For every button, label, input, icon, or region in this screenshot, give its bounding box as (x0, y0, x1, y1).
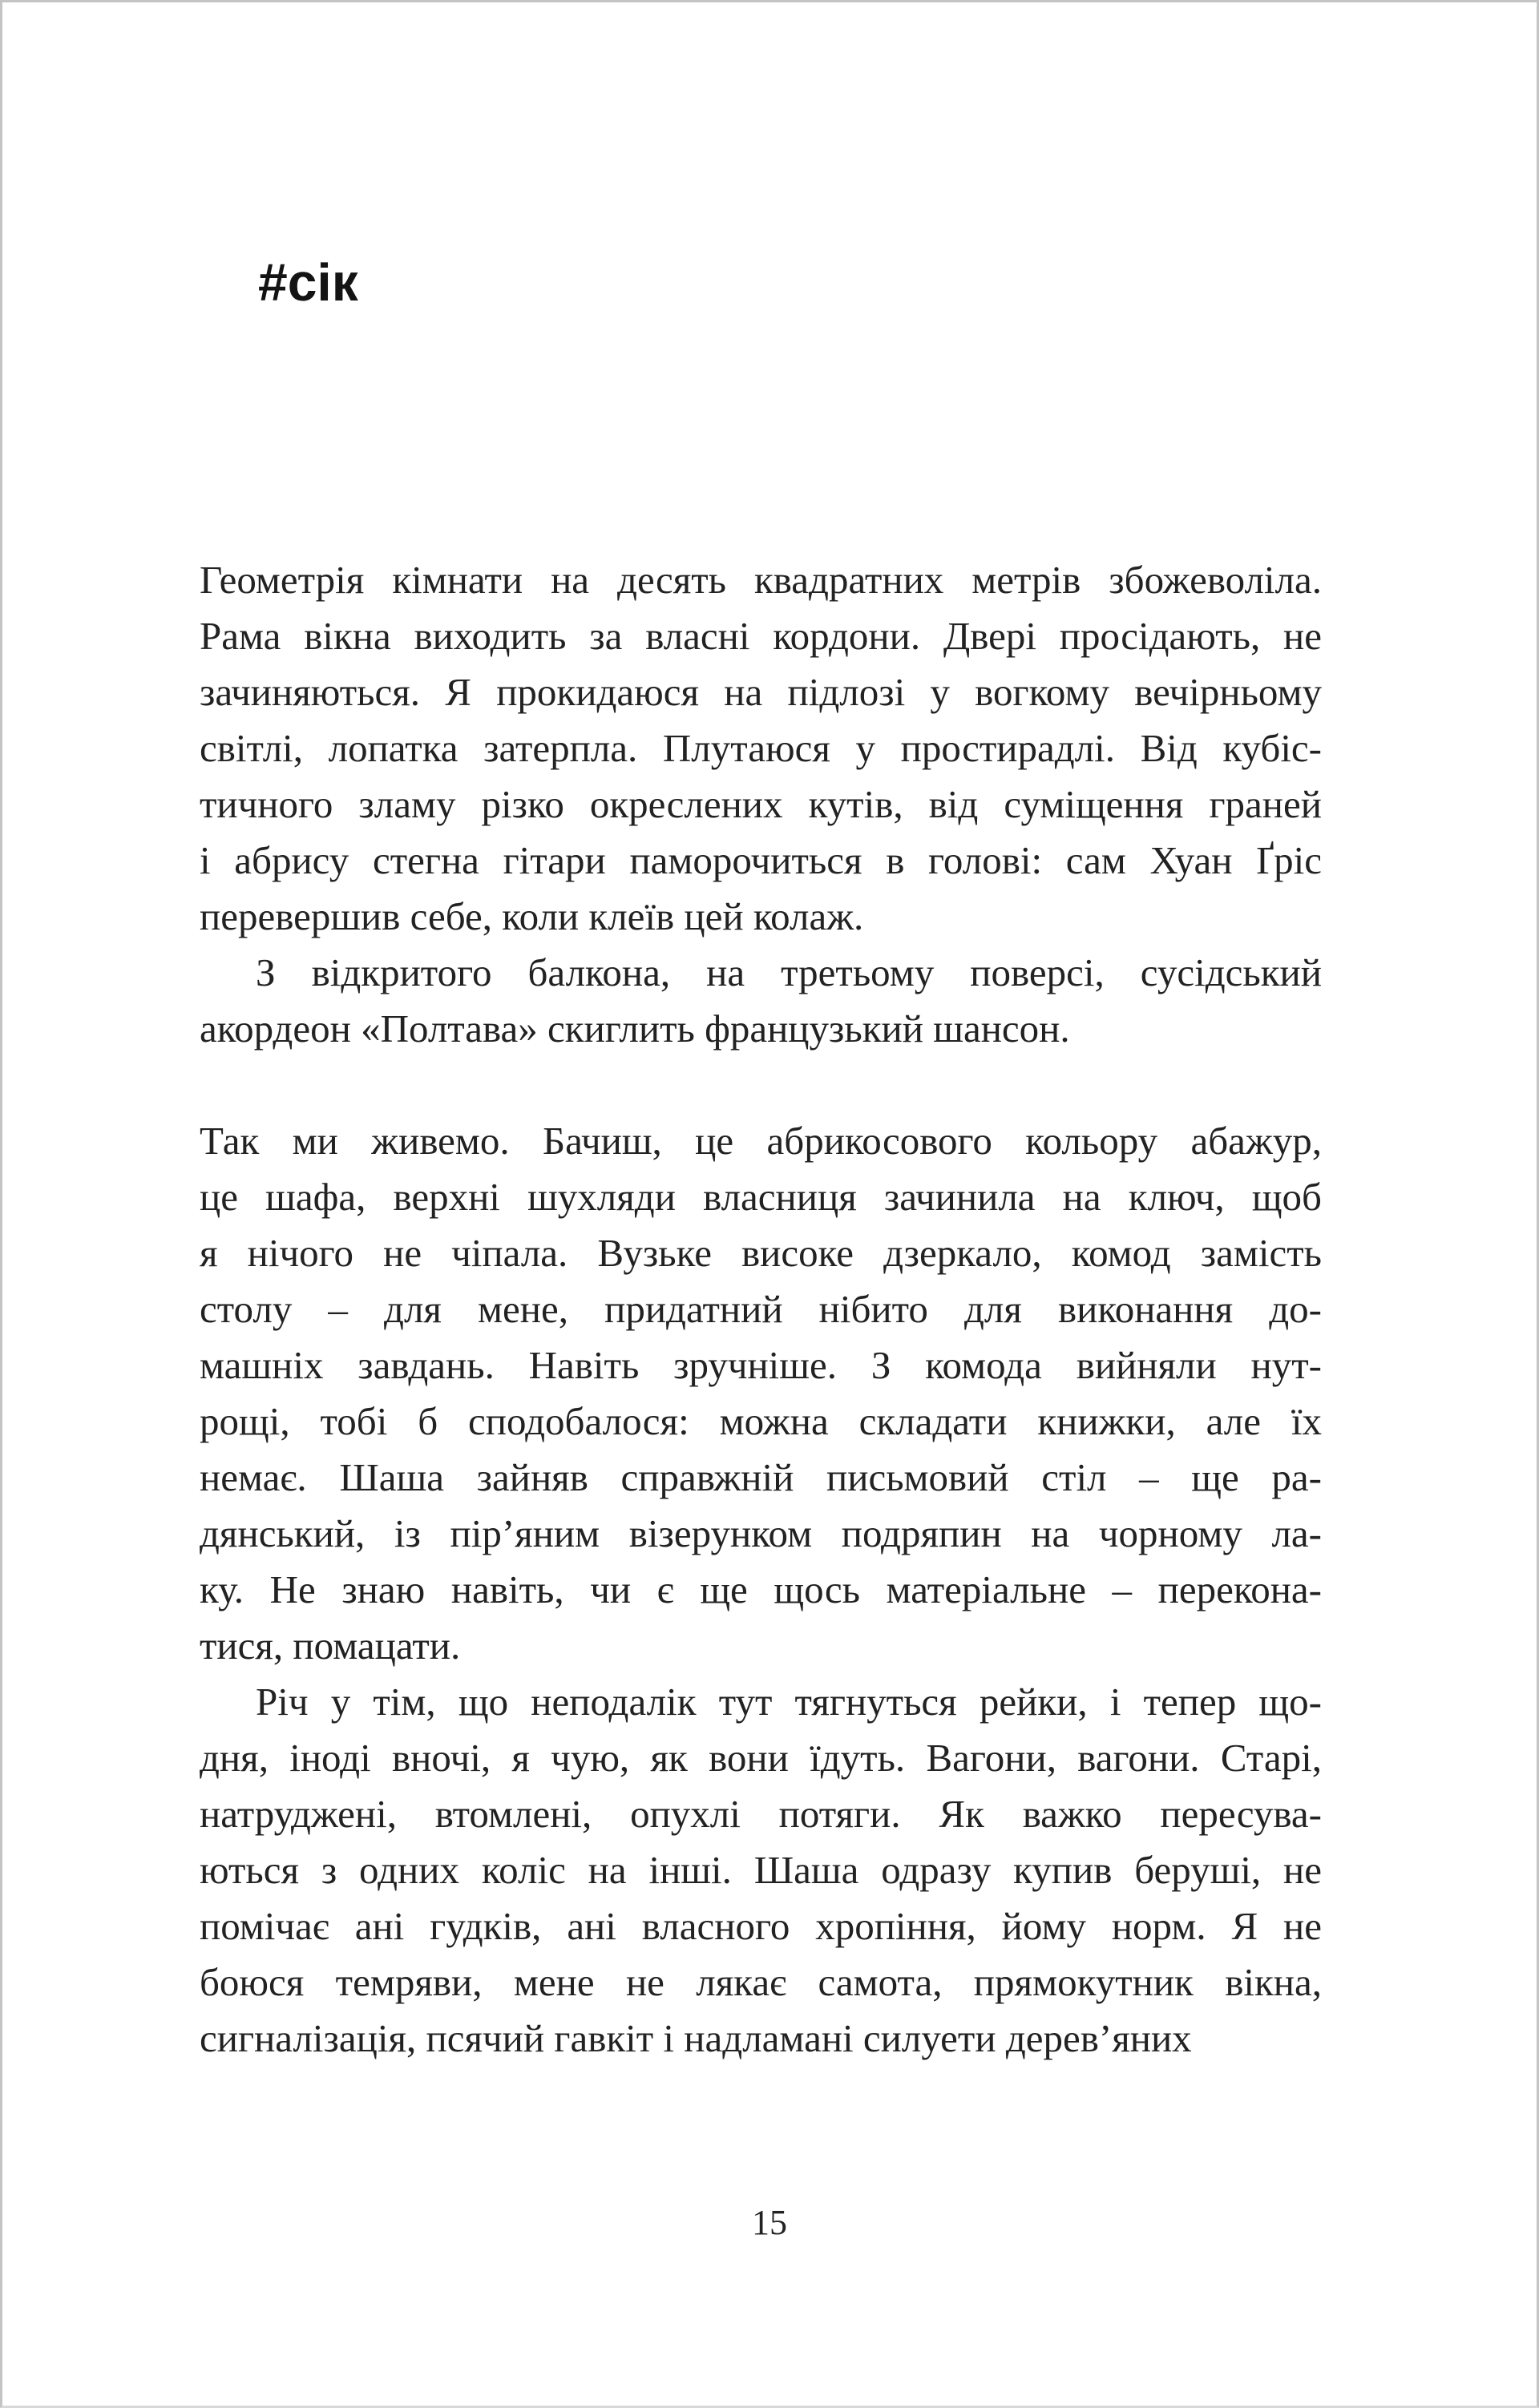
chapter-title: #сік (258, 252, 358, 312)
paragraph (200, 1113, 1322, 1674)
text-line: тися, помацати. (200, 1623, 461, 1668)
section-break (200, 1057, 1322, 1113)
text-line: рощі, тобі б сподобалося: можна складати книжки, але їх (200, 1399, 1322, 1443)
text-line: сигналізація, псячий гавкіт і надламані силуети дерев’яних (200, 2016, 1192, 2060)
body-text (200, 552, 1322, 2067)
text-line: З відкритого балкона, на третьому поверсі, сусідський (256, 950, 1322, 994)
text-line: дня, іноді вночі, я чую, як вони їдуть. Вагони, вагони. Старі, (200, 1736, 1322, 1780)
text-line: столу – для мене, придатний нібито для виконання до- (200, 1287, 1322, 1331)
text-line: помічає ані гудків, ані власного хропіння, йому норм. Я не (200, 1904, 1322, 1948)
text-line: світлі, лопатка затерпла. Плутаюся у простирадлі. Від кубіс- (200, 726, 1322, 770)
text-line: Так ми живемо. Бачиш, це абрикосового кольору абажур, (200, 1119, 1322, 1163)
text-line: ються з одних коліс на інші. Шаша одразу купив беруші, не (200, 1848, 1322, 1892)
text-line: натруджені, втомлені, опухлі потяги. Як важко пересува- (200, 1792, 1322, 1836)
paragraph (200, 945, 1322, 1057)
text-line: перевершив себе, коли клеїв цей колаж. (200, 894, 864, 938)
text-line: ку. Не знаю навіть, чи є ще щось матеріальне – перекона- (200, 1567, 1322, 1611)
page-number: 15 (752, 2203, 787, 2242)
text-line: тичного зламу різко окреслених кутів, від суміщення граней (200, 782, 1322, 826)
text-line: акордеон «Полтава» скиглить французький шансон. (200, 1006, 1070, 1051)
text-line: немає. Шаша зайняв справжній письмовий стіл – ще ра- (200, 1455, 1322, 1499)
text-line: це шафа, верхні шухляди власниця зачинила на ключ, щоб (200, 1175, 1322, 1219)
paragraph (200, 552, 1322, 945)
paragraph (200, 1674, 1322, 2067)
text-line: Річ у тім, що неподалік тут тягнуться рейки, і тепер що- (256, 1680, 1322, 1724)
text-line: я нічого не чіпала. Вузьке високе дзеркало, комод замість (200, 1231, 1322, 1275)
text-line: Рама вікна виходить за власні кордони. Двері просідають, не (200, 614, 1322, 658)
text-line: дянський, із пір’яним візерунком подряпин на чорному ла- (200, 1511, 1322, 1555)
text-line: боюся темряви, мене не лякає самота, прямокутник вікна, (200, 1960, 1322, 2004)
text-line: зачиняються. Я прокидаюся на підлозі у вогкому вечірньому (200, 670, 1322, 714)
text-line: і абрису стегна гітари паморочиться в голові: сам Хуан Ґріс (200, 838, 1322, 882)
text-line: машніх завдань. Навіть зручніше. З комода вийняли нут- (200, 1343, 1322, 1387)
text-line: Геометрія кімнати на десять квадратних метрів збожеволіла. (200, 558, 1322, 602)
